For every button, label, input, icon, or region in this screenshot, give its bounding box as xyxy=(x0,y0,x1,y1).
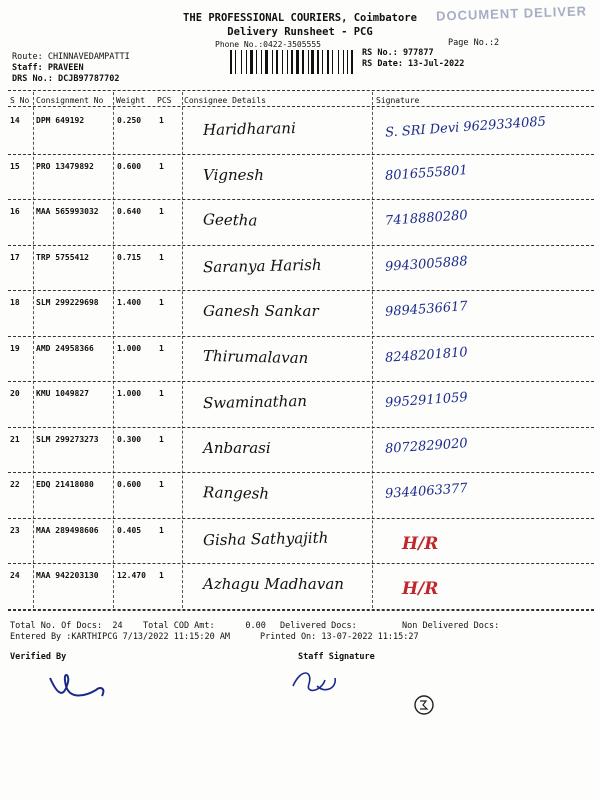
row-consignee-handwritten: Thirumalavan xyxy=(202,346,309,367)
col-consignee: Consignee Details xyxy=(184,96,266,105)
barcode-bar xyxy=(274,50,275,74)
row-consignment: SLM 299273273 xyxy=(36,434,99,444)
row-consignment: MAA 565993032 xyxy=(36,207,99,216)
row-divider xyxy=(8,245,594,246)
barcode-bar xyxy=(308,50,309,74)
printed-on: Printed On: 13-07-2022 11:15:27 xyxy=(260,632,419,642)
barcode-bar xyxy=(322,50,323,74)
barcode-bar xyxy=(263,50,264,74)
barcode-bar xyxy=(330,50,331,74)
barcode-bar xyxy=(320,50,321,74)
rs-date: RS Date: 13-Jul-2022 xyxy=(362,59,465,69)
row-signature-handwritten: 8248201810 xyxy=(384,344,469,366)
row-sno: 19 xyxy=(10,343,20,353)
barcode-bar xyxy=(261,50,262,74)
entered-by: Entered By :KARTHIPCG 7/13/2022 11:15:20 AM xyxy=(10,632,231,642)
col-sep xyxy=(33,92,34,608)
row-consignment: MAA 289498606 xyxy=(36,525,99,535)
barcode-bar xyxy=(327,50,329,74)
row-signature-handwritten: 9344063377 xyxy=(384,481,469,502)
barcode xyxy=(230,50,355,74)
row-pcs: 1 xyxy=(159,161,164,171)
verified-by-label: Verified By xyxy=(10,652,67,662)
barcode-bar xyxy=(269,50,271,74)
row-sno: 14 xyxy=(10,116,20,125)
col-sep xyxy=(372,92,373,608)
row-signature-handwritten: S. SRI Devi 9629334085 xyxy=(384,114,547,141)
barcode-bar xyxy=(276,50,278,74)
row-pcs: 1 xyxy=(159,207,164,216)
barcode-bar xyxy=(250,50,253,74)
row-signature-handwritten: 9943005888 xyxy=(384,253,469,275)
barcode-bar xyxy=(324,50,326,74)
row-consignee-handwritten: Vignesh xyxy=(203,165,264,184)
row-consignee-handwritten: Ganesh Sankar xyxy=(203,302,319,320)
row-divider xyxy=(8,336,594,337)
route: Route: CHINNAVEDAMPATTI xyxy=(12,52,130,62)
row-consignment: SLM 299229698 xyxy=(36,298,99,307)
row-divider xyxy=(8,518,594,519)
row-sno: 18 xyxy=(10,298,20,307)
barcode-bar xyxy=(332,50,333,74)
header-top-rule xyxy=(8,90,594,91)
row-sno: 15 xyxy=(10,161,20,171)
document-stamp: DOCUMENT DELIVER xyxy=(435,3,588,24)
row-consignee-handwritten: Rangesh xyxy=(202,483,270,503)
barcode-bar xyxy=(296,50,299,74)
barcode-bar xyxy=(254,50,255,74)
barcode-bar xyxy=(287,50,288,74)
staff-signature xyxy=(285,664,345,698)
barcode-bar xyxy=(279,50,282,74)
row-sno: 23 xyxy=(10,525,20,535)
barcode-bar xyxy=(233,50,234,74)
barcode-bar xyxy=(340,50,342,74)
row-consignment: AMD 24958366 xyxy=(36,343,94,353)
row-weight: 0.250 xyxy=(117,116,142,125)
row-consignment: MAA 942203130 xyxy=(36,571,99,580)
row-signature-handwritten: H/R xyxy=(402,533,439,554)
barcode-bar xyxy=(354,50,355,74)
row-sno: 16 xyxy=(10,207,20,216)
col-consignment: Consignment No xyxy=(36,96,104,105)
row-consignment: EDQ 21418080 xyxy=(36,480,94,489)
row-consignment: TRP 5755412 xyxy=(36,252,89,262)
barcode-bar xyxy=(334,50,337,74)
barcode-bar xyxy=(344,50,346,74)
barcode-bar xyxy=(243,50,245,74)
phone-number: Phone No.:0422-3505555 xyxy=(215,40,321,49)
row-signature-handwritten: 8072829020 xyxy=(384,435,469,457)
row-divider xyxy=(8,472,594,473)
barcode-bar xyxy=(230,50,232,74)
rs-number: RS No.: 977877 xyxy=(362,48,434,58)
row-weight: 1.400 xyxy=(117,298,142,307)
barcode-bar xyxy=(349,50,350,74)
barcode-bar xyxy=(282,50,283,74)
row-weight: 0.715 xyxy=(117,252,142,262)
barcode-bar xyxy=(265,50,268,74)
row-pcs: 1 xyxy=(159,252,164,262)
barcode-bar xyxy=(351,50,353,74)
barcode-bar xyxy=(315,50,316,74)
row-weight: 12.470 xyxy=(117,571,146,580)
row-weight: 0.600 xyxy=(117,161,142,171)
runsheet-subtitle: Delivery Runsheet - PCG xyxy=(227,26,373,38)
barcode-bar xyxy=(291,50,293,74)
row-consignee-handwritten: Swaminathan xyxy=(202,391,308,413)
barcode-bar xyxy=(235,50,236,74)
barcode-bar xyxy=(256,50,257,74)
staff-signature-label: Staff Signature xyxy=(298,652,375,662)
barcode-bar xyxy=(237,50,240,74)
row-consignee-handwritten: Gisha Sathyajith xyxy=(202,528,329,549)
barcode-bar xyxy=(305,50,307,74)
barcode-bar xyxy=(338,50,339,74)
barcode-bar xyxy=(311,50,314,74)
row-weight: 1.000 xyxy=(117,389,142,398)
staff: Staff: PRAVEEN xyxy=(12,63,84,73)
row-consignment: KMU 1049827 xyxy=(36,389,89,398)
delivered-docs: Delivered Docs: xyxy=(280,621,357,631)
barcode-bar xyxy=(302,50,304,74)
row-pcs: 1 xyxy=(159,480,164,489)
row-consignee-handwritten: Azhagu Madhavan xyxy=(203,575,344,593)
row-pcs: 1 xyxy=(159,571,164,580)
non-delivered-docs: Non Delivered Docs: xyxy=(402,621,500,631)
footer-rule xyxy=(8,610,594,611)
header-bottom-rule xyxy=(8,106,594,107)
row-pcs: 1 xyxy=(159,389,164,398)
col-weight: Weight xyxy=(116,96,145,105)
row-weight: 1.000 xyxy=(117,343,142,353)
col-signature: Signature xyxy=(376,96,420,105)
row-pcs: 1 xyxy=(159,434,164,444)
row-consignee-handwritten: Saranya Harish xyxy=(202,255,322,276)
initial-mark xyxy=(410,692,440,720)
barcode-bar xyxy=(310,50,311,74)
row-divider xyxy=(8,563,594,564)
barcode-bar xyxy=(258,50,260,74)
col-sno: S No xyxy=(10,96,30,105)
col-sep xyxy=(182,92,183,608)
barcode-bar xyxy=(272,50,273,74)
row-signature-handwritten: 9894536617 xyxy=(384,299,469,320)
barcode-bar xyxy=(294,50,295,74)
col-pcs: PCS xyxy=(157,96,172,105)
row-divider xyxy=(8,199,594,200)
row-signature-handwritten: 7418880280 xyxy=(384,208,469,229)
row-sno: 21 xyxy=(10,434,20,444)
row-consignee-handwritten: Anbarasi xyxy=(203,438,271,457)
row-sno: 24 xyxy=(10,571,20,580)
row-consignment: DPM 649192 xyxy=(36,116,85,125)
row-sno: 17 xyxy=(10,252,20,262)
barcode-bar xyxy=(284,50,286,74)
total-docs: Total No. Of Docs: 24 xyxy=(10,621,123,631)
row-pcs: 1 xyxy=(159,343,164,353)
row-sno: 22 xyxy=(10,480,20,489)
barcode-bar xyxy=(317,50,319,74)
row-signature-handwritten: H/R xyxy=(402,579,439,599)
row-weight: 0.300 xyxy=(117,434,142,444)
barcode-bar xyxy=(246,50,248,74)
barcode-bar xyxy=(343,50,344,74)
row-consignee-handwritten: Geetha xyxy=(202,210,258,230)
barcode-bar xyxy=(300,50,301,74)
col-sep xyxy=(113,92,114,608)
row-signature-handwritten: 9952911059 xyxy=(384,390,469,411)
row-pcs: 1 xyxy=(159,525,164,535)
verifier-signature xyxy=(40,656,120,706)
barcode-bar xyxy=(289,50,290,74)
total-cod: Total COD Amt: 0.00 xyxy=(143,621,266,631)
drs-number: DRS No.: DCJB97787702 xyxy=(12,74,120,84)
page-number: Page No.:2 xyxy=(448,38,500,48)
row-sno: 20 xyxy=(10,389,20,398)
row-weight: 0.640 xyxy=(117,207,142,216)
row-divider xyxy=(8,427,594,428)
row-divider xyxy=(8,154,594,155)
barcode-bar xyxy=(347,50,348,74)
barcode-bar xyxy=(248,50,249,74)
barcode-bar xyxy=(241,50,242,74)
row-divider xyxy=(8,290,594,291)
company-title: THE PROFESSIONAL COURIERS, Coimbatore xyxy=(183,12,417,24)
row-weight: 0.405 xyxy=(117,525,142,535)
row-consignee-handwritten: Haridharani xyxy=(202,119,296,139)
row-signature-handwritten: 8016555801 xyxy=(384,162,469,184)
row-consignment: PRO 13479892 xyxy=(36,161,94,171)
row-weight: 0.600 xyxy=(117,480,142,489)
row-pcs: 1 xyxy=(159,116,164,125)
row-divider xyxy=(8,381,594,382)
row-pcs: 1 xyxy=(159,298,164,307)
